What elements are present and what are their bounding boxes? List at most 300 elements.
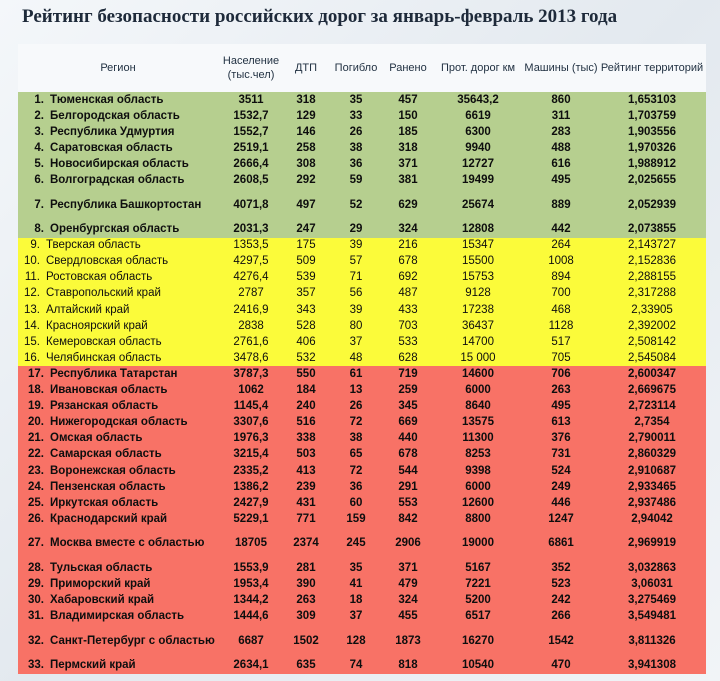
killed-cell: 18 — [328, 593, 384, 609]
accidents-cell: 406 — [284, 334, 328, 350]
rank-number: 20. — [28, 416, 44, 429]
road-length-cell: 5200 — [432, 593, 524, 609]
cars-cell: 889 — [524, 189, 598, 222]
cars-cell: 488 — [524, 140, 598, 156]
accidents-cell: 509 — [284, 254, 328, 270]
injured-cell: 2906 — [384, 527, 432, 560]
region-name: Москва вместе с областью — [50, 537, 205, 550]
rank-number: 8. — [34, 223, 44, 236]
population-cell: 2838 — [218, 318, 284, 334]
accidents-cell: 550 — [284, 366, 328, 382]
killed-cell: 48 — [328, 350, 384, 366]
rating-cell: 2,025655 — [598, 172, 706, 188]
population-cell: 1532,7 — [218, 108, 284, 124]
killed-cell: 33 — [328, 108, 384, 124]
injured-cell: 324 — [384, 593, 432, 609]
rating-cell: 2,937486 — [598, 495, 706, 511]
cars-cell: 523 — [524, 576, 598, 592]
road-length-cell: 35643,2 — [432, 92, 524, 108]
killed-cell: 60 — [328, 495, 384, 511]
table-row — [18, 593, 706, 609]
rank-number: 14. — [24, 319, 40, 332]
cars-cell: 446 — [524, 495, 598, 511]
region-cell — [18, 463, 218, 479]
road-length-cell: 25674 — [432, 189, 524, 222]
rating-cell: 2,933465 — [598, 479, 706, 495]
region-name: Нижегородская область — [50, 416, 188, 429]
population-cell: 2666,4 — [218, 156, 284, 172]
cars-cell: 6861 — [524, 527, 598, 560]
injured-cell: 216 — [384, 238, 432, 254]
region-cell — [18, 350, 218, 366]
table-header-row — [18, 44, 706, 92]
table-row — [18, 479, 706, 495]
cars-cell: 1128 — [524, 318, 598, 334]
population-cell: 1444,6 — [218, 609, 284, 625]
accidents-cell: 2374 — [284, 527, 328, 560]
region-name: Санкт-Петербург с областью — [50, 634, 215, 647]
killed-cell: 35 — [328, 560, 384, 576]
rank-number: 15. — [24, 335, 40, 348]
accidents-cell: 184 — [284, 383, 328, 399]
population-cell: 2761,6 — [218, 334, 284, 350]
region-cell — [18, 511, 218, 527]
rating-cell: 2,508142 — [598, 334, 706, 350]
road-length-cell: 6619 — [432, 108, 524, 124]
cars-cell: 706 — [524, 366, 598, 382]
table-row — [18, 124, 706, 140]
rank-number: 22. — [28, 448, 44, 461]
killed-cell: 37 — [328, 334, 384, 350]
killed-cell: 65 — [328, 447, 384, 463]
cars-cell: 1542 — [524, 625, 598, 658]
road-length-cell: 19499 — [432, 172, 524, 188]
accidents-cell: 146 — [284, 124, 328, 140]
cars-cell: 700 — [524, 286, 598, 302]
road-length-cell: 15753 — [432, 270, 524, 286]
road-length-cell: 15347 — [432, 238, 524, 254]
region-cell — [18, 222, 218, 238]
column-header-injured: Ранено — [384, 44, 432, 92]
population-cell: 1062 — [218, 383, 284, 399]
road-length-cell: 12727 — [432, 156, 524, 172]
rating-cell: 3,811326 — [598, 625, 706, 658]
road-length-cell: 12600 — [432, 495, 524, 511]
accidents-cell: 431 — [284, 495, 328, 511]
road-length-cell: 6517 — [432, 609, 524, 625]
region-name: Новосибирская область — [50, 157, 189, 170]
rank-number: 32. — [28, 634, 44, 647]
rating-cell: 2,392002 — [598, 318, 706, 334]
rank-number: 31. — [28, 610, 44, 623]
accidents-cell: 1502 — [284, 625, 328, 658]
population-cell: 2634,1 — [218, 658, 284, 674]
region-name: Оренбургская область — [50, 223, 180, 236]
injured-cell: 150 — [384, 108, 432, 124]
region-cell — [18, 399, 218, 415]
region-name: Иркутская область — [50, 496, 159, 509]
population-cell: 3307,6 — [218, 415, 284, 431]
cars-cell: 242 — [524, 593, 598, 609]
cars-cell: 731 — [524, 447, 598, 463]
table-body — [18, 92, 706, 674]
rank-number: 23. — [28, 464, 44, 477]
column-header-cars: Машины (тыс) — [524, 44, 598, 92]
population-cell: 4276,4 — [218, 270, 284, 286]
rank-number: 3. — [34, 125, 44, 138]
killed-cell: 80 — [328, 318, 384, 334]
rating-cell: 1,903556 — [598, 124, 706, 140]
rating-cell: 2,317288 — [598, 286, 706, 302]
injured-cell: 487 — [384, 286, 432, 302]
injured-cell: 259 — [384, 383, 432, 399]
injured-cell: 457 — [384, 92, 432, 108]
killed-cell: 52 — [328, 189, 384, 222]
region-name: Самарская область — [50, 448, 162, 461]
region-cell — [18, 609, 218, 625]
rating-cell: 2,790011 — [598, 431, 706, 447]
accidents-cell: 390 — [284, 576, 328, 592]
table-row — [18, 222, 706, 238]
table-row — [18, 658, 706, 674]
table-row — [18, 318, 706, 334]
table-row — [18, 350, 706, 366]
region-name: Волгоградская область — [50, 174, 185, 187]
population-cell: 2608,5 — [218, 172, 284, 188]
cars-cell: 894 — [524, 270, 598, 286]
rating-cell: 3,549481 — [598, 609, 706, 625]
page-title: Рейтинг безопасности российских дорог за январь-февраль 2013 года — [22, 6, 618, 27]
rank-number: 16. — [24, 351, 40, 364]
road-length-cell: 9940 — [432, 140, 524, 156]
accidents-cell: 539 — [284, 270, 328, 286]
rank-number: 33. — [28, 659, 44, 672]
killed-cell: 72 — [328, 463, 384, 479]
rating-cell: 2,94042 — [598, 511, 706, 527]
table-row — [18, 463, 706, 479]
killed-cell: 38 — [328, 431, 384, 447]
region-name: Приморский край — [50, 577, 151, 590]
killed-cell: 245 — [328, 527, 384, 560]
accidents-cell: 497 — [284, 189, 328, 222]
region-name: Республика Татарстан — [50, 367, 178, 380]
region-cell — [18, 366, 218, 382]
region-name: Краснодарский край — [50, 512, 168, 525]
cars-cell: 468 — [524, 302, 598, 318]
injured-cell: 371 — [384, 560, 432, 576]
table-row — [18, 527, 706, 560]
injured-cell: 318 — [384, 140, 432, 156]
killed-cell: 35 — [328, 92, 384, 108]
population-cell: 4071,8 — [218, 189, 284, 222]
column-header-rating: Рейтинг территорий — [598, 44, 706, 92]
accidents-cell: 292 — [284, 172, 328, 188]
rank-number: 24. — [28, 480, 44, 493]
road-length-cell: 6000 — [432, 479, 524, 495]
table-row — [18, 286, 706, 302]
killed-cell: 56 — [328, 286, 384, 302]
road-length-cell: 6300 — [432, 124, 524, 140]
table-row — [18, 189, 706, 222]
accidents-cell: 175 — [284, 238, 328, 254]
rank-number: 27. — [28, 537, 44, 550]
injured-cell: 291 — [384, 479, 432, 495]
table-row — [18, 334, 706, 350]
road-length-cell: 14600 — [432, 366, 524, 382]
cars-cell: 705 — [524, 350, 598, 366]
injured-cell: 703 — [384, 318, 432, 334]
region-cell — [18, 156, 218, 172]
cars-cell: 616 — [524, 156, 598, 172]
region-cell — [18, 447, 218, 463]
rank-number: 26. — [28, 512, 44, 525]
cars-cell: 266 — [524, 609, 598, 625]
table-row — [18, 609, 706, 625]
table-row — [18, 254, 706, 270]
table-row — [18, 431, 706, 447]
accidents-cell: 343 — [284, 302, 328, 318]
accidents-cell: 309 — [284, 609, 328, 625]
region-name: Красноярский край — [46, 319, 148, 332]
injured-cell: 692 — [384, 270, 432, 286]
rating-cell: 2,33905 — [598, 302, 706, 318]
region-name: Владимирская область — [50, 610, 185, 623]
table-row — [18, 383, 706, 399]
road-length-cell: 19000 — [432, 527, 524, 560]
table-row — [18, 399, 706, 415]
killed-cell: 128 — [328, 625, 384, 658]
population-cell: 6687 — [218, 625, 284, 658]
accidents-cell: 528 — [284, 318, 328, 334]
rank-number: 6. — [34, 174, 44, 187]
rating-cell: 2,7354 — [598, 415, 706, 431]
killed-cell: 39 — [328, 302, 384, 318]
region-name: Рязанская область — [50, 400, 159, 413]
region-name: Тульская область — [50, 561, 153, 574]
region-cell — [18, 560, 218, 576]
killed-cell: 71 — [328, 270, 384, 286]
population-cell: 2519,1 — [218, 140, 284, 156]
region-name: Тверская область — [46, 239, 141, 252]
region-cell — [18, 318, 218, 334]
rank-number: 11. — [24, 271, 40, 284]
rating-cell: 1,970326 — [598, 140, 706, 156]
table-row — [18, 511, 706, 527]
killed-cell: 36 — [328, 156, 384, 172]
table-row — [18, 415, 706, 431]
accidents-cell: 318 — [284, 92, 328, 108]
accidents-cell: 338 — [284, 431, 328, 447]
road-length-cell: 9398 — [432, 463, 524, 479]
cars-cell: 495 — [524, 399, 598, 415]
region-cell — [18, 431, 218, 447]
rank-number: 10. — [24, 255, 40, 268]
road-length-cell: 14700 — [432, 334, 524, 350]
column-header-region: Регион — [18, 44, 218, 92]
region-name: Республика Удмуртия — [50, 125, 175, 138]
population-cell: 1552,7 — [218, 124, 284, 140]
road-length-cell: 12808 — [432, 222, 524, 238]
region-cell — [18, 302, 218, 318]
road-length-cell: 15500 — [432, 254, 524, 270]
killed-cell: 38 — [328, 140, 384, 156]
killed-cell: 37 — [328, 609, 384, 625]
killed-cell: 26 — [328, 124, 384, 140]
rank-number: 9. — [30, 239, 40, 252]
population-cell: 5229,1 — [218, 511, 284, 527]
region-cell — [18, 270, 218, 286]
region-cell — [18, 334, 218, 350]
road-length-cell: 16270 — [432, 625, 524, 658]
killed-cell: 57 — [328, 254, 384, 270]
rating-cell: 1,703759 — [598, 108, 706, 124]
killed-cell: 29 — [328, 222, 384, 238]
region-name: Ростовская область — [46, 271, 153, 284]
region-cell — [18, 108, 218, 124]
rating-cell: 2,600347 — [598, 366, 706, 382]
table-row — [18, 92, 706, 108]
table-row — [18, 302, 706, 318]
rating-cell: 3,032863 — [598, 560, 706, 576]
accidents-cell: 129 — [284, 108, 328, 124]
region-name: Свердловская область — [46, 255, 169, 268]
rank-number: 21. — [28, 432, 44, 445]
region-cell — [18, 286, 218, 302]
cars-cell: 613 — [524, 415, 598, 431]
population-cell: 2416,9 — [218, 302, 284, 318]
population-cell: 2427,9 — [218, 495, 284, 511]
rank-number: 5. — [34, 157, 44, 170]
rating-cell: 2,152836 — [598, 254, 706, 270]
injured-cell: 1873 — [384, 625, 432, 658]
region-cell — [18, 124, 218, 140]
rating-cell: 3,941308 — [598, 658, 706, 674]
table-row — [18, 447, 706, 463]
region-name: Хабаровский край — [50, 594, 155, 607]
accidents-cell: 413 — [284, 463, 328, 479]
rank-number: 25. — [28, 496, 44, 509]
region-cell — [18, 576, 218, 592]
table-row — [18, 172, 706, 188]
column-header-killed: Погибло — [328, 44, 384, 92]
population-cell: 1976,3 — [218, 431, 284, 447]
injured-cell: 433 — [384, 302, 432, 318]
accidents-cell: 308 — [284, 156, 328, 172]
killed-cell: 59 — [328, 172, 384, 188]
road-length-cell: 13575 — [432, 415, 524, 431]
population-cell: 1386,2 — [218, 479, 284, 495]
rating-cell: 2,723114 — [598, 399, 706, 415]
rank-number: 18. — [28, 384, 44, 397]
injured-cell: 628 — [384, 350, 432, 366]
accidents-cell: 357 — [284, 286, 328, 302]
column-header-population: Население (тыс.чел) — [218, 44, 284, 92]
killed-cell: 26 — [328, 399, 384, 415]
cars-cell: 517 — [524, 334, 598, 350]
injured-cell: 842 — [384, 511, 432, 527]
injured-cell: 719 — [384, 366, 432, 382]
region-name: Кемеровская область — [46, 335, 162, 348]
region-cell — [18, 593, 218, 609]
road-length-cell: 36437 — [432, 318, 524, 334]
table-row — [18, 366, 706, 382]
rating-cell: 3,275469 — [598, 593, 706, 609]
road-length-cell: 7221 — [432, 576, 524, 592]
region-cell — [18, 658, 218, 674]
injured-cell: 345 — [384, 399, 432, 415]
killed-cell: 13 — [328, 383, 384, 399]
region-name: Омская область — [50, 432, 143, 445]
region-cell — [18, 527, 218, 560]
rating-cell: 2,052939 — [598, 189, 706, 222]
road-length-cell: 9128 — [432, 286, 524, 302]
rank-number: 19. — [28, 400, 44, 413]
rank-number: 30. — [28, 594, 44, 607]
cars-cell: 470 — [524, 658, 598, 674]
injured-cell: 455 — [384, 609, 432, 625]
rank-number: 12. — [24, 287, 40, 300]
column-header-accidents: ДТП — [284, 44, 328, 92]
population-cell: 2787 — [218, 286, 284, 302]
injured-cell: 381 — [384, 172, 432, 188]
region-cell — [18, 479, 218, 495]
accidents-cell: 771 — [284, 511, 328, 527]
road-length-cell: 8800 — [432, 511, 524, 527]
cars-cell: 1008 — [524, 254, 598, 270]
rank-number: 2. — [34, 109, 44, 122]
table-row — [18, 140, 706, 156]
region-name: Ивановская область — [50, 384, 168, 397]
killed-cell: 159 — [328, 511, 384, 527]
rank-number: 4. — [34, 141, 44, 154]
road-length-cell: 10540 — [432, 658, 524, 674]
region-cell — [18, 383, 218, 399]
rating-cell: 2,910687 — [598, 463, 706, 479]
rank-number: 1. — [34, 93, 44, 106]
region-name: Ставропольский край — [46, 287, 161, 300]
rating-cell: 1,653103 — [598, 92, 706, 108]
table-row — [18, 108, 706, 124]
road-length-cell: 5167 — [432, 560, 524, 576]
injured-cell: 553 — [384, 495, 432, 511]
region-name: Воронежская область — [50, 464, 176, 477]
cars-cell: 442 — [524, 222, 598, 238]
population-cell: 3215,4 — [218, 447, 284, 463]
rank-number: 7. — [34, 198, 44, 211]
cars-cell: 860 — [524, 92, 598, 108]
cars-cell: 283 — [524, 124, 598, 140]
accidents-cell: 532 — [284, 350, 328, 366]
region-name: Республика Башкортостан — [50, 198, 202, 211]
rating-cell: 2,545084 — [598, 350, 706, 366]
accidents-cell: 635 — [284, 658, 328, 674]
rating-cell: 2,143727 — [598, 238, 706, 254]
population-cell: 3511 — [218, 92, 284, 108]
killed-cell: 41 — [328, 576, 384, 592]
killed-cell: 61 — [328, 366, 384, 382]
rank-number: 28. — [28, 561, 44, 574]
injured-cell: 544 — [384, 463, 432, 479]
injured-cell: 371 — [384, 156, 432, 172]
accidents-cell: 281 — [284, 560, 328, 576]
killed-cell: 36 — [328, 479, 384, 495]
rating-cell: 2,669675 — [598, 383, 706, 399]
region-cell — [18, 238, 218, 254]
region-cell — [18, 189, 218, 222]
cars-cell: 311 — [524, 108, 598, 124]
cars-cell: 495 — [524, 172, 598, 188]
injured-cell: 678 — [384, 447, 432, 463]
